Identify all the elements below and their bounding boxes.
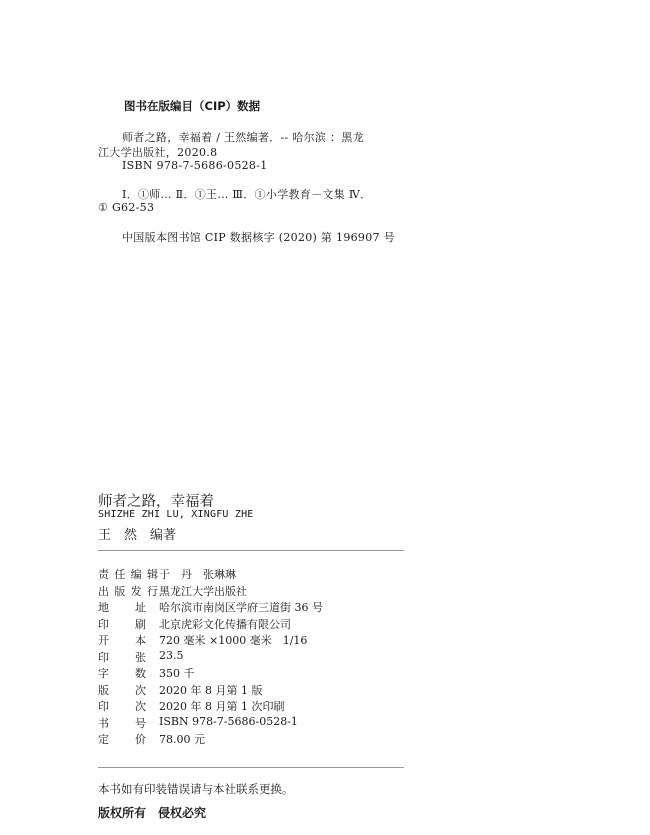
- info-label: [98, 583, 158, 599]
- info-label-char: 张: [135, 650, 146, 664]
- info-label: [98, 632, 146, 648]
- info-label-char: 发: [130, 584, 142, 598]
- info-label-char: 任: [114, 568, 126, 581]
- info-label-char: 刷: [135, 617, 146, 631]
- cip-line-class-code: ① G62-53: [98, 201, 155, 214]
- info-label-char: 印: [98, 617, 109, 631]
- info-label-char: 书: [98, 716, 109, 730]
- info-value: ISBN 978-7-5686-0528-1: [159, 714, 298, 728]
- info-label-char: 号: [135, 716, 146, 730]
- info-label-char: 印: [98, 650, 109, 664]
- divider-bottom: [98, 767, 404, 768]
- info-value: 78.00 元: [159, 733, 205, 746]
- divider-top: [98, 550, 404, 551]
- cip-heading: 图书在版编目（CIP）数据: [124, 99, 261, 113]
- cip-line-title-author: 师者之路，幸福着 / 王然编著．-- 哈尔滨 ：黑龙: [122, 131, 364, 144]
- info-value: 哈尔滨市南岗区学府三道街 36 号: [159, 601, 323, 614]
- info-label-char: 出: [98, 584, 109, 598]
- info-row: [98, 566, 236, 582]
- info-row: [98, 632, 307, 648]
- info-value: 黑龙江大学出版社: [159, 584, 247, 598]
- info-label: [98, 616, 146, 632]
- info-row: [98, 583, 247, 599]
- info-label: [98, 731, 146, 747]
- info-label-char: 责: [98, 568, 109, 581]
- info-label-char: 编: [130, 568, 142, 581]
- info-label-char: 本: [135, 634, 146, 647]
- book-title-pinyin: SHIZHE ZHI LU, XINGFU ZHE: [98, 509, 254, 520]
- info-label: [98, 599, 146, 615]
- info-row: [98, 731, 205, 747]
- info-label: [98, 698, 146, 714]
- info-value: 于 丹 张琳琳: [159, 568, 236, 581]
- info-label-char: 次: [135, 700, 146, 713]
- info-label-char: 字: [98, 667, 109, 680]
- info-label: [98, 715, 146, 731]
- info-label: [98, 665, 146, 681]
- book-title: 师者之路，幸福着: [98, 494, 214, 510]
- info-value: 2020 年 8 月第 1 版: [159, 683, 263, 697]
- info-label: [98, 566, 158, 582]
- info-label-char: 辑: [146, 568, 158, 581]
- info-value: 720 毫米 ×1000 毫米 1/16: [159, 634, 308, 647]
- info-row: [98, 616, 291, 632]
- copyright-notice: 版权所有 侵权必究: [98, 806, 207, 820]
- info-label-char: 印: [98, 700, 109, 713]
- info-label-char: 数: [135, 667, 146, 680]
- info-label-char: 版: [98, 683, 109, 697]
- info-label-char: 开: [98, 634, 109, 647]
- info-row: [98, 715, 298, 731]
- info-label-char: 价: [135, 733, 146, 746]
- info-row: [98, 698, 284, 714]
- cip-line-isbn: ISBN 978-7-5686-0528-1: [122, 159, 268, 172]
- info-label-char: 定: [98, 733, 109, 746]
- info-row: [98, 682, 262, 698]
- cip-line-classification: Ⅰ．①师… Ⅱ．①王… Ⅲ．①小学教育－文集 Ⅳ．: [122, 188, 372, 201]
- info-label-char: 址: [135, 601, 146, 614]
- info-label-char: 地: [98, 601, 109, 614]
- info-label: [98, 682, 146, 698]
- replacement-notice: 本书如有印装错误请与本社联系更换。: [98, 782, 294, 796]
- info-label-char: 次: [135, 683, 146, 697]
- cip-line-publisher: 江大学出版社，2020.8: [98, 146, 218, 159]
- info-row: [98, 665, 195, 681]
- info-row: [98, 599, 323, 615]
- info-value: 北京虎彩文化传播有限公司: [159, 617, 291, 631]
- book-author: 王 然 编著: [98, 528, 177, 543]
- info-label: [98, 649, 146, 665]
- info-value: 350 千: [159, 667, 195, 680]
- info-value: 23.5: [159, 648, 184, 662]
- info-label-char: 版: [114, 584, 126, 598]
- info-label-char: 行: [146, 584, 158, 598]
- info-value: 2020 年 8 月第 1 次印刷: [159, 700, 285, 713]
- cip-line-record-number: 中国版本图书馆 CIP 数据核字 (2020) 第 196907 号: [122, 231, 395, 244]
- info-row: [98, 649, 184, 665]
